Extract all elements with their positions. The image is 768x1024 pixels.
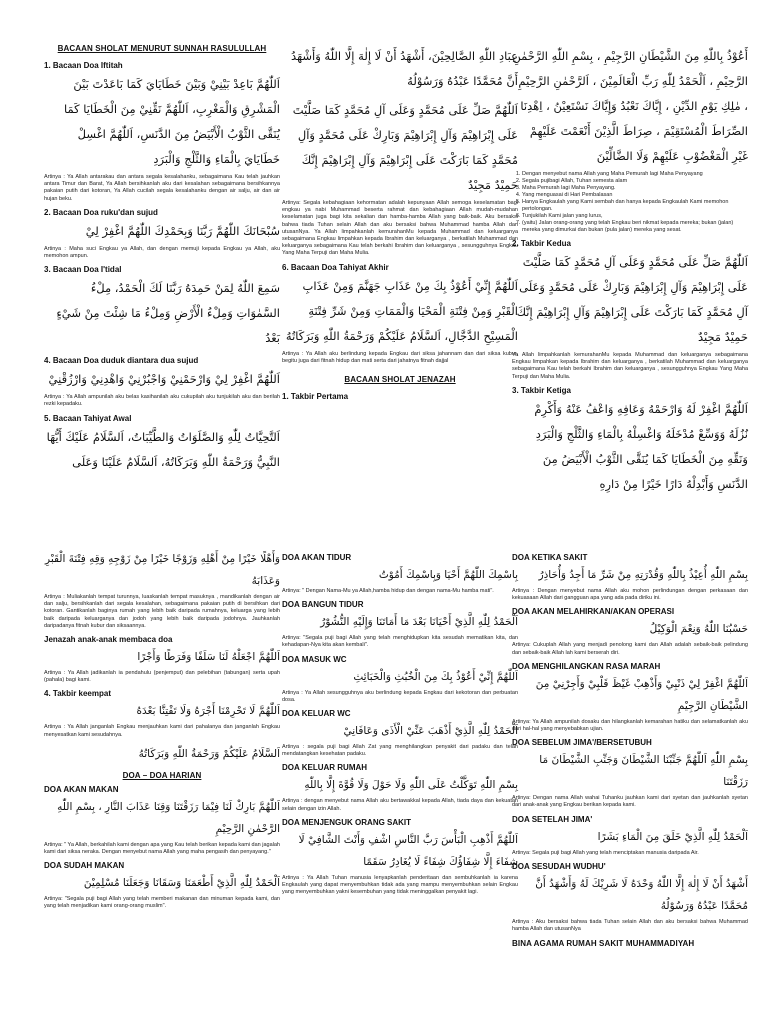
page-title: BACAAN SHOLAT MENURUT SUNNAH RASULULLAH xyxy=(57,44,267,53)
doa-keluar-wc-translation: Artinya : segala puji bagi Allah Zat yang menghilangkan penyakit dari padaku dan telah mendatangkan kesehatan padaku. xyxy=(282,744,518,758)
tahiyat-continuation-arabic: عِبَادِ اللّٰهِ الصَّالِحِيْنَ، أَشْهَدُ أَنْ لَا إِلٰهَ إِلَّا اللّٰهُ وَأَشْهَدُ أَنَّ مُحَمَّدًا عَبْدُهُ وَرَسُوْلُهُ xyxy=(291,49,518,88)
tahiyat-awal-heading: 5. Bacaan Tahiyat Awal xyxy=(44,413,132,423)
bottom-middle-column xyxy=(282,548,518,900)
doa-ketika-sakit-translation: Artinya : Dengan menyebut nama Allah aku mohon perlindungan dengan perkasaan dan kekuasaan Allah dari gangguan apa yang ada pada diriku ini. xyxy=(512,588,748,602)
iftitah-heading: 1. Bacaan Doa Iftitah xyxy=(44,61,123,70)
doa-setelah-jima-arabic: اَلْحَمْدُ لِلّٰهِ الَّذِيْ خَلَقَ مِنَ الْمَاءِ بَشَرًا xyxy=(597,830,748,843)
doa-melahirkan-arabic: حَسْبُنَا اللّٰهُ وَنِعْمَ الْوَكِيْلُ xyxy=(649,623,748,636)
fatihah-translation-item: 6. Tunjukilah Kami jalan yang lurus, xyxy=(522,213,748,220)
fatihah-translation-item: 3. Maha Pemurah lagi Maha Penyayang. xyxy=(522,185,748,192)
bottom-right-column xyxy=(512,548,748,951)
ruku-heading: 2. Bacaan Doa ruku'dan sujud xyxy=(44,207,158,217)
jenazah-anak-heading: Jenazah anak-anak membaca doa xyxy=(44,635,173,645)
doa-akan-tidur-translation: Artinya: " Dengan Nama-Mu ya Allah,hamba hidup dan dengan nama-Mu hamba mati". xyxy=(282,588,494,594)
itidal-arabic: سَمِعَ اللّٰهُ لِمَنْ حَمِدَهُ رَبَّنَا لَكَ الْحَمْدُ، مِلْءُ السَّمٰوَاتِ وَمِلْءُ الْأَرْضِ وَمِلْءُ مَا شِئْتَ مِنْ شَيْءٍ بَعْدُ xyxy=(56,281,280,346)
doa-keluar-rumah-translation: Artinya : dengan menyebut nama Allah aku bertawakkal kepada Allah, tiada daya dan kekuatan selain dengan izin Allah. xyxy=(282,798,518,812)
takbir-keempat-translation: Artinya : Ya Allah janganlah Engkau menjauhkan kami dari pahalanya dan janganlah Engkau menyesatkan kami sesudahnya. xyxy=(44,724,280,738)
duduk-translation: Artinya : Ya Allah ampunilah aku belas kasihanilah aku cukupilah aku tunjukilah aku dan berilah rezki kepadaku. xyxy=(44,394,280,408)
itidal-heading: 3. Bacaan Doa I'tidal xyxy=(44,265,122,275)
doa-akan-tidur-arabic: بِاسْمِكَ اللّٰهُمَّ أَحْيَا وَبِاسْمِكَ أَمُوْتُ xyxy=(378,569,518,581)
doa-sudah-makan-arabic: اَلْحَمْدُ لِلّٰهِ الَّذِيْ أَطْعَمَنَا وَسَقَانَا وَجَعَلَنَا مُسْلِمِيْنَ xyxy=(83,877,280,890)
doa-bangun-tidur-translation: Artinya: "Segala puji bagi Allah yang telah menghidupkan kita sesudah mematikan kita, dan kehadapan-Nya kita akan kembali". xyxy=(282,635,518,649)
doa-menjenguk-heading: DOA MENJENGUK ORANG SAKIT xyxy=(282,817,412,827)
doa-masuk-wc-arabic: اَللّٰهُمَّ إِنِّيْ أَعُوْذُ بِكَ مِنَ الْخُبُثِ وَالْخَبَائِثِ xyxy=(353,670,518,683)
tahiyat-akhir-heading: 6. Bacaan Doa Tahiyat Akhir xyxy=(282,262,389,272)
doa-menjenguk-arabic: اَللّٰهُمَّ أَذْهِبِ الْبَأْسَ رَبَّ النَّاسِ اشْفِ وَأَنْتَ الشَّافِيْ لَا شِفَاءَ إِلَّا شِفَاؤُكَ شِفَاءً لَا يُغَادِرُ سَقَمًا xyxy=(298,833,518,868)
fatihah-translation-item: 7. (yaitu) Jalan orang-orang yang telah Engkau beri nikmat kepada mereka; bukan (jalan) mereka yang dimurkai dan bukan (pula jalan) mereka yang sesat. xyxy=(522,220,748,234)
doa-keluar-wc-arabic: اَلْحَمْدُ لِلّٰهِ الَّذِيْ أَذْهَبَ عَنِّيْ الْأَذَى وَعَافَانِيْ xyxy=(343,725,518,738)
doa-setelah-jima-heading: DOA SETELAH JIMA' xyxy=(512,814,593,824)
tahiyat-akhir-arabic: اَللّٰهُمَّ إِنِّيْ أَعُوْذُ بِكَ مِنْ عَذَابِ جَهَنَّمَ وَمِنْ عَذَابِ الْقَبْرِ وَمِنْ فِتْنَةِ الْمَحْيَا وَالْمَمَاتِ وَمِنْ شَرِّ فِتْنَةِ الْمَسِيْحِ الدَّجَّالِ، اَلسَّلَامُ عَلَيْكُمْ وَرَحْمَةُ اللّٰهِ وَبَرَكَاتُهُ xyxy=(285,278,518,343)
doa-melahirkan-translation: Artinya: Cukuplah Allah yang menjadi penolong kami dan Allah adalah sebaik-baik pelindung dan sebaik-baik Allah lah kami berserah diri. xyxy=(512,642,748,656)
iftitah-arabic: اَللّٰهُمَّ بَاعِدْ بَيْنِيْ وَبَيْنَ خَطَايَايَ كَمَا بَاعَدْتَ بَيْنَ الْمَشْرِقِ وَالْمَغْرِبِ، اَللّٰهُمَّ نَقِّنِيْ مِنَ الْخَطَايَا كَمَا يُنَقَّى الثَّوْبُ الْأَبْيَضُ مِنَ الدَّنَسِ، اَللّٰهُمَّ اغْسِلْ خَطَايَايَ بِالْمَاءِ وَالثَّلْجِ وَالْبَرَدِ xyxy=(64,77,280,166)
ruku-arabic: سُبْحَانَكَ اللّٰهُمَّ رَبَّنَا وَبِحَمْدِكَ اللّٰهُمَّ اغْفِرْ لِيْ xyxy=(85,223,280,238)
doa-akan-tidur-heading: DOA AKAN TIDUR xyxy=(282,553,352,562)
doa-sebelum-jima-heading: DOA SEBELUM JIMA'/BERSETUBUH xyxy=(512,738,652,748)
doa-akan-makan-arabic: اَللّٰهُمَّ بَارِكْ لَنَا فِيْمَا رَزَقْتَنَا وَقِنَا عَذَابَ النَّارِ ، بِسْمِ اللّٰهِ الرَّحْمٰنِ الرَّحِيْمِ xyxy=(57,800,280,835)
jenazah-anak-arabic: اَللّٰهُمَّ اجْعَلْهُ لَنَا سَلَفًا وَفَرَطًا وَأَجْرًا xyxy=(137,651,280,664)
takbir-ketiga-continuation-arabic: وَأَهْلًا خَيْرًا مِنْ أَهْلِهِ وَزَوْجًا خَيْرًا مِنْ زَوْجِهِ وَقِهِ فِتْنَةَ الْقَبْرِ وَعَذَابَهُ xyxy=(45,553,280,587)
doa-melahirkan-heading: DOA AKAN MELAHIRKAN/AKAN OPERASI xyxy=(512,607,675,617)
takbir-ketiga-translation: Artinya : Muliakanlah tempat turunnya, luaskanlah tempat masuknya , mandikanlah dengan air dan salju, bersihkanlah dari segala kesalahan, sebagaimana pakaian putih di bersihkan dari kotoran. Gantikanlah baginya rumah yang lebih baik daripada rumahnya, keluarga yang lebih baik daripada keluarganya dan jodoh yang lebih baik daripada jodohnya. Jauhkanlah daripadanya fitnah kubur dan siksaannya. xyxy=(44,594,280,629)
takbir-kedua-heading: 2. Takbir Kedua xyxy=(512,239,571,248)
takbir-ketiga-heading: 3. Takbir Ketiga xyxy=(512,385,571,395)
top-right-column xyxy=(512,44,748,497)
fatihah-translation-item: 5. Hanya Engkaulah yang Kami sembah dan hanya kepada Engkaulah Kami memohon pertolongan. xyxy=(522,199,748,213)
doa-marah-translation: Artinya: Ya Allah ampunilah dosaku dan hilangkanlah kemarahan hatiku dan selamatkanlah aku dari hal-hal yang menyebabkan ujian. xyxy=(512,718,748,733)
takbir-kedua-arabic: اَللّٰهُمَّ صَلِّ عَلَى مُحَمَّدٍ وَعَلَى آلِ مُحَمَّدٍ كَمَا صَلَّيْتَ عَلَى إِبْرَاهِيْمَ وَآلِ إِبْرَاهِيْمَ وَبَارِكْ عَلَى مُحَمَّدٍ وَعَلَى آلِ مُحَمَّدٍ كَمَا بَارَكْتَ عَلَى إِبْرَاهِيْمَ وَآلِ إِبْرَاهِيْمَ إِنَّكَ حَمِيْدٌ مَجِيْدٌ xyxy=(516,255,748,344)
fatihah-translation-list xyxy=(512,171,748,234)
bottom-left-column xyxy=(44,548,280,915)
doa-akan-makan-heading: DOA AKAN MAKAN xyxy=(44,784,119,794)
doa-akan-makan-translation: Artinya: " Ya Allah, berkahilah kami dengan apa yang Kau telah berikan kepada kami dan jagalah kami dari siksa neraka. Dengan menyebut nama Allah yang maha pengasih dan penyayang." xyxy=(44,841,280,856)
footer-organization: BINA AGAMA RUMAH SAKIT MUHAMMADIYAH xyxy=(512,939,695,949)
doa-sebelum-jima-arabic: بِسْمِ اللّٰهِ اَللّٰهُمَّ جَنِّبْنَا الشَّيْطَانَ وَجَنِّبِ الشَّيْطَانَ مَا رَزَقْتَنَا xyxy=(539,754,748,789)
fatihah-translation-item: 4. Yang menguasai di Hari Pembalasan xyxy=(522,192,748,199)
top-middle-column xyxy=(282,44,518,403)
doa-harian-title: DOA – DOA HARIAN xyxy=(122,770,202,780)
doa-setelah-jima-translation: Artinya: Segala puji bagi Allah yang telah menciptakan manusia daripada Air. xyxy=(512,849,699,856)
doa-sudah-makan-heading: DOA SUDAH MAKAN xyxy=(44,861,125,871)
takbir-kedua-translation: Ya Allah limpahkanlah kemurahanMu kepada Muhammad dan keluarganya sebagaimana Engkau limpahkan kepada Ibrahim dan keluarganya , berkatilah Muhammad dan keluarganya sebagaimana Kau telah berkahi Ibrahim dan keluarganya , sesungguhnya Engkau Yang Maha Terpuji dan Maha Mulia. xyxy=(512,352,748,380)
salam-arabic: اَلسَّلَامُ عَلَيْكُمْ وَرَحْمَةُ اللّٰهِ وَبَرَكَاتُهُ xyxy=(138,747,280,760)
duduk-heading: 4. Bacaan Doa duduk diantara dua sujud xyxy=(44,356,199,366)
fatihah-translation-item: 1. Dengan menyebut nama Allah yang Maha Pemurah lagi Maha Penyayang xyxy=(522,171,748,178)
doa-marah-arabic: اَللّٰهُمَّ اغْفِرْ لِيْ ذَنْبِيْ وَأَذْهِبْ غَيْظَ قَلْبِيْ وَأَجِرْنِيْ مِنَ الشَّيْطَانِ الرَّجِيْمِ xyxy=(535,677,748,712)
jenazah-title: BACAAN SHOLAT JENAZAH xyxy=(344,375,456,385)
doa-bangun-tidur-arabic: اَلْحَمْدُ لِلّٰهِ الَّذِيْ أَحْيَانَا بَعْدَ مَا أَمَاتَنَا وَإِلَيْهِ النُّشُوْرُ xyxy=(320,616,518,629)
doa-marah-heading: DOA MENGHILANGKAN RASA MARAH xyxy=(512,661,661,671)
iftitah-translation: Artinya : Ya Allah antarakau dan antara segala kesalahanku, sebagaimana Kau telah jauhkan antara Timur dan Barat, Ya Allah bersihkanlah aku dari kesalahan sebagaimana bersihkannya pakaian putih dari kotoran, Ya Allah cucilah segala kesalahanku dengan air salju, air dan air hujan beku. xyxy=(44,174,280,202)
tahiyat-akhir-translation: Artinya : Ya Allah aku berlindung kepada Engkau dari siksa jahannam dan dari siksa kubur, begitu juga dari fitnah hidup dan mati serta dari jahatnya fitnah dajjal xyxy=(282,350,518,364)
fatihah-translation-item: 2. Segala pujibagi Allah, Tuhan semesta alam xyxy=(522,178,748,185)
doa-sesudah-wudhu-translation: Artinya : Aku bersaksi bahwa tiada Tuhan selain Allah dan aku bersaksi bahwa Muhammad hamba Allah dan utusanNya xyxy=(512,918,748,933)
doa-keluar-wc-heading: DOA KELUAR WC xyxy=(282,709,351,719)
top-left-column xyxy=(44,44,280,475)
doa-sesudah-wudhu-heading: DOA SESUDAH WUDHU' xyxy=(512,861,606,871)
takbir-keempat-heading: 4. Takbir keempat xyxy=(44,689,111,699)
salawat-arabic: اَللّٰهُمَّ صَلِّ عَلَى مُحَمَّدٍ وَعَلَى آلِ مُحَمَّدٍ كَمَا صَلَّيْتَ عَلَى إِبْرَاهِيْمَ وَآلِ إِبْرَاهِيْمَ وَبَارِكْ عَلَى مُحَمَّدٍ وَآلِ مُحَمَّدٍ كَمَا بَارَكْتَ عَلَى إِبْرَاهِيْمَ وَآلِ إِبْرَاهِيْمَ إِنَّكَ حَمِيْدٌ مَجِيْدٌ xyxy=(292,103,518,192)
fatihah-arabic: أَعُوْذُ بِاللّٰهِ مِنَ الشَّيْطَانِ الرَّجِيْمِ ، بِسْمِ اللّٰهِ الرَّحْمٰنِ الرَّحِيْمِ ، اَلْحَمْدُ لِلّٰهِ رَبِّ الْعَالَمِيْنَ ، اَلرَّحْمٰنِ الرَّحِيْمِ ، مٰلِكِ يَوْمِ الدِّيْنِ ، إِيَّاكَ نَعْبُدُ وَإِيَّاكَ نَسْتَعِيْنُ ، اِهْدِنَا الصِّرَاطَ الْمُسْتَقِيْمَ ، صِرَاطَ الَّذِيْنَ أَنْعَمْتَ عَلَيْهِمْ غَيْرِ الْمَغْضُوْبِ عَلَيْهِمْ وَلَا الضَّالِّيْنَ xyxy=(512,49,748,163)
doa-masuk-wc-heading: DOA MASUK WC xyxy=(282,654,347,664)
salawat-translation: Artinya: Segala kebahagiaan kehormatan adalah kepunyaan Allah semoga keselamatan bagi engkau ya nabi Muhammad beserta rahmat dan kebahagiaan Allah mudah-mudahan keselamatan juga bagi kita sekalian dan hamba-hamba Allah yang baik-baik. Aku bersaksi bahwa tiada Tuhan selain Allah dan aku bersaksi bahwa Muhammad hamba Allah dan utusanNya. Ya Allah limpahkanlah kemurahanMu kepada Muhammad dan keluarganya sebagaimana Engkau limpahkan kepada Ibrahim dan keluarganya , berkatilah Muhammad dan keluarganya sebagaimana Kau telah berkahi Ibrahim dan keluarganya , sesungguhnya Engkau Yang Maha Terpuji dan Maha Mulia. xyxy=(282,200,518,257)
doa-ketika-sakit-heading: DOA KETIKA SAKIT xyxy=(512,553,588,562)
doa-menjenguk-translation: Artinya : Ya Allah Tuhan manusia lenyapkanlah penderitaan dan sembuhkanlah ia karena Engkaulah yang dapat menyembuhkan tidak ada yang mampu menyembuhkan selain Engkau yang menyembuhkan yakni kesembuhan yang tidak meninggalkan penyakit lagi. xyxy=(282,874,518,896)
takbir-keempat-arabic: اَللّٰهُمَّ لَا تَحْرِمْنَا أَجْرَهُ وَلَا تَفْتِنَّا بَعْدَهُ xyxy=(136,705,280,718)
duduk-arabic: اَللّٰهُمَّ اغْفِرْ لِيْ وَارْحَمْنِيْ وَاجْبُرْنِيْ وَاهْدِنِيْ وَارْزُقْنِيْ xyxy=(48,372,280,387)
jenazah-anak-translation: Artinya : Ya Allah jadikanlah ia pendahulu (penjemput) dan pelebihan (tabungan) serta upah (pahala) bagi kami. xyxy=(44,670,280,684)
ruku-translation: Artinya : Maha suci Engkau ya Allah, dan dengan memuji kepada Engkau ya Allah, aku memohon ampun. xyxy=(44,245,280,260)
doa-sesudah-wudhu-arabic: أَشْهَدُ أَنْ لَا إِلٰهَ إِلَّا اللّٰهُ وَحْدَهُ لَا شَرِيْكَ لَهُ وَأَشْهَدُ أَنَّ مُحَمَّدًا عَبْدُهُ وَرَسُوْلُهُ xyxy=(535,877,748,912)
doa-sudah-makan-translation: Artinya: "Segala puji bagi Allah yang telah memberi makanan dan minuman kepada kami, dan yang telah menjadikan kami orang-orang muslim". xyxy=(44,896,280,910)
doa-ketika-sakit-arabic: بِسْمِ اللّٰهِ أُعِيْذُ بِاللّٰهِ وَقُدْرَتِهِ مِنْ شَرِّ مَا أَجِدُ وَأُحَاذِرُ xyxy=(538,569,748,581)
doa-keluar-rumah-heading: DOA KELUAR RUMAH xyxy=(282,763,368,773)
doa-sebelum-jima-translation: Artinya: Dengan nama Allah wahai Tuhanku jauhkan kami dari syetan dan jauhkanlah syetan dari anak-anak yang Engkau berikan kepada kami. xyxy=(512,795,748,809)
doa-keluar-rumah-arabic: بِسْمِ اللّٰهِ تَوَكَّلْتُ عَلَى اللّٰهِ وَلَا حَوْلَ وَلَا قُوَّةَ إِلَّا بِاللّٰهِ xyxy=(304,779,518,792)
takbir-pertama-heading: 1. Takbir Pertama xyxy=(282,392,349,402)
tahiyat-awal-arabic: اَلتَّحِيَّاتُ لِلّٰهِ وَالصَّلَوَاتُ وَالطَّيِّبَاتُ، اَلسَّلَامُ عَلَيْكَ أَيُّهَا النَّبِيُّ وَرَحْمَةُ اللّٰهِ وَبَرَكَاتُهُ، اَلسَّلَامُ عَلَيْنَا وَعَلَى xyxy=(46,429,280,469)
doa-bangun-tidur-heading: DOA BANGUN TIDUR xyxy=(282,600,364,610)
doa-masuk-wc-translation: Artinya : Ya Allah sesungguhnya aku berlindung kepada Engkau dari kekotoran dan perbuatan dosa. xyxy=(282,689,518,703)
takbir-ketiga-arabic: اَللّٰهُمَّ اغْفِرْ لَهُ وَارْحَمْهُ وَعَافِهِ وَاعْفُ عَنْهُ وَأَكْرِمْ نُزُلَهُ وَوَسِّعْ مُدْخَلَهُ وَاغْسِلْهُ بِالْمَاءِ وَالثَّلْجِ وَالْبَرَدِ وَنَقِّهِ مِنَ الْخَطَايَا كَمَا يُنَقَّى الثَّوْبُ الْأَبْيَضُ مِنَ الدَّنَسِ وَأَبْدِلْهُ دَارًا خَيْرًا مِنْ دَارِهِ xyxy=(534,401,748,491)
